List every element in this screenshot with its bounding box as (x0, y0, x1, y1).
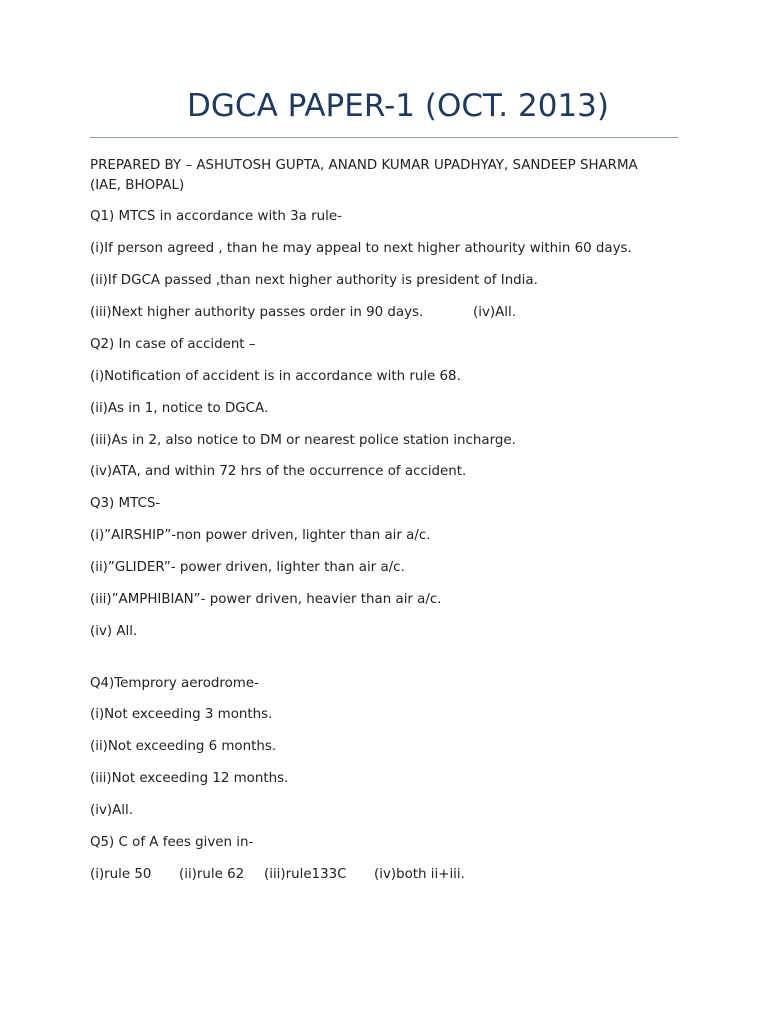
q4-option-2: (ii)Not exceeding 6 months. (90, 739, 277, 754)
prepared-by-line-1: PREPARED BY – ASHUTOSH GUPTA, ANAND KUMAR UPADHYAY, SANDEEP SHARMA (90, 158, 638, 173)
q4-option-4: (iv)All. (90, 803, 133, 818)
q4-option-3: (iii)Not exceeding 12 months. (90, 771, 289, 786)
title-divider (90, 137, 678, 138)
q1-option-3: (iii)Next higher authority passes order in 90 days. (90, 305, 424, 320)
q1-options-3-4 (90, 304, 516, 322)
q5-option-3: (iii)rule133C (264, 867, 347, 882)
q5-options (90, 866, 465, 884)
q1-option-1: (i)If person agreed , than he may appeal to next higher athourity within 60 days. (90, 241, 632, 256)
q1-option-4: (iv)All. (473, 305, 516, 320)
q2-option-1: (i)Notification of accident is in accordance with rule 68. (90, 369, 461, 384)
q3-option-1: (i)”AIRSHIP”-non power driven, lighter than air a/c. (90, 528, 431, 543)
q5-option-2: (ii)rule 62 (179, 867, 245, 882)
q1-option-2: (ii)If DGCA passed ,than next higher authority is president of India. (90, 273, 538, 288)
q3-option-3: (iii)”AMPHIBIAN”- power driven, heavier than air a/c. (90, 592, 442, 607)
q1-stem: Q1) MTCS in accordance with 3a rule- (90, 209, 342, 224)
q3-option-2: (ii)”GLIDER”- power driven, lighter than air a/c. (90, 560, 405, 575)
q5-stem: Q5) C of A fees given in- (90, 835, 254, 850)
q3-stem: Q3) MTCS- (90, 496, 161, 511)
prepared-by-line-2: (IAE, BHOPAL) (90, 178, 185, 193)
q4-stem: Q4)Temprory aerodrome- (90, 676, 259, 691)
q2-option-3: (iii)As in 2, also notice to DM or nearest police station incharge. (90, 433, 516, 448)
q2-stem: Q2) In case of accident – (90, 337, 256, 352)
q3-option-4: (iv) All. (90, 624, 138, 639)
q5-option-1: (i)rule 50 (90, 867, 152, 882)
q2-option-2: (ii)As in 1, notice to DGCA. (90, 401, 269, 416)
q5-option-4: (iv)both ii+iii. (374, 867, 465, 882)
document-title: DGCA PAPER-1 (OCT. 2013) (187, 88, 609, 124)
q2-option-4: (iv)ATA, and within 72 hrs of the occurrence of accident. (90, 464, 467, 479)
q4-option-1: (i)Not exceeding 3 months. (90, 707, 273, 722)
